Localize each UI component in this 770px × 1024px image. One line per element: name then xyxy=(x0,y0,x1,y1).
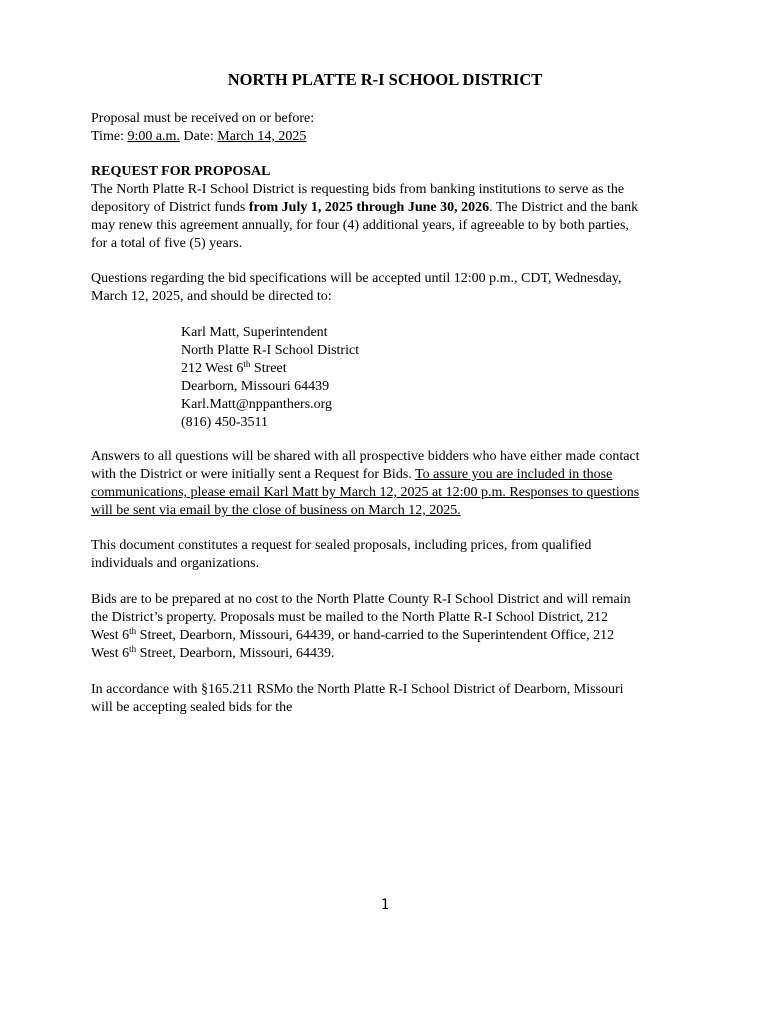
page-number: 1 xyxy=(380,897,390,913)
bids-line-4-post: Street, Dearborn, Missouri, 64439. xyxy=(136,646,335,661)
contact-email[interactable]: Karl.Matt@nppanthers.org xyxy=(181,397,333,412)
contact-name: Karl Matt, Superintendent xyxy=(181,325,328,340)
accordance-section xyxy=(91,681,691,717)
sealed-section xyxy=(91,537,691,573)
bids-line-4-pre: West 6 xyxy=(91,646,130,661)
answers-line-2-pre: with the District or were initially sent a Request for Bids. xyxy=(91,467,416,482)
bids-line-4 xyxy=(91,645,691,663)
answers-line-1: Answers to all questions will be shared with all prospective bidders who have either made contact xyxy=(91,449,640,464)
answers-line-4: will be sent via email by the close of business on March 12, 2025. xyxy=(91,503,461,518)
contact-phone: (816) 450-3511 xyxy=(181,415,268,430)
sealed-line-2: individuals and organizations. xyxy=(91,556,260,571)
questions-line-2: March 12, 2025, and should be directed to: xyxy=(91,289,332,304)
rfp-line-2 xyxy=(91,199,691,217)
rfp-line-2-post: . The District and the bank xyxy=(489,200,639,215)
accordance-line-1: In accordance with §165.211 RSMo the North Platte R-I School District of Dearborn, Missouri xyxy=(91,682,624,697)
bids-line-2: the District’s property. Proposals must be mailed to the North Platte R-I School District, 212 xyxy=(91,610,609,625)
time-label: Time: xyxy=(91,129,128,144)
bids-section xyxy=(91,591,691,663)
answers-line-2 xyxy=(91,466,691,484)
bids-line-4-sup: th xyxy=(129,644,137,654)
rfp-heading: REQUEST FOR PROPOSAL xyxy=(91,164,271,179)
bids-line-1: Bids are to be prepared at no cost to the North Platte County R-I School District and will remain xyxy=(91,592,631,607)
bids-line-3-pre: West 6 xyxy=(91,628,130,643)
questions-line-1: Questions regarding the bid specifications will be accepted until 12:00 p.m., CDT, Wednesday, xyxy=(91,271,622,286)
contact-city: Dearborn, Missouri 64439 xyxy=(181,379,330,394)
answers-line-3: communications, please email Karl Matt by March 12, 2025 at 12:00 p.m. Responses to questions xyxy=(91,485,640,500)
bids-line-3-post: Street, Dearborn, Missouri, 64439, or hand-carried to the Superintendent Office, 212 xyxy=(136,628,615,643)
contact-org: North Platte R-I School District xyxy=(181,343,360,358)
bids-line-3 xyxy=(91,627,691,645)
contact-street xyxy=(181,360,770,378)
contact-street-sup: th xyxy=(243,359,251,369)
answers-section xyxy=(91,448,691,520)
rfp-line-4: for a total of five (5) years. xyxy=(91,236,243,251)
deadline-intro: Proposal must be received on or before: xyxy=(91,111,315,126)
rfp-line-2-pre: depository of District funds xyxy=(91,200,249,215)
time-value: 9:00 a.m. xyxy=(127,129,180,144)
accordance-line-2: will be accepting sealed bids for the xyxy=(91,700,293,715)
rfp-line-1: The North Platte R-I School District is requesting bids from banking institutions to serve as the xyxy=(91,182,625,197)
deadline-section xyxy=(91,110,691,146)
answers-line-2-underlined: To assure you are included in those xyxy=(415,467,613,482)
deadline-line xyxy=(91,128,691,146)
rfp-section xyxy=(91,163,691,253)
bids-line-3-sup: th xyxy=(129,626,137,636)
rfp-period: from July 1, 2025 through June 30, 2026 xyxy=(248,200,490,215)
rfp-line-3: may renew this agreement annually, for four (4) additional years, if agreeable to by both parties, xyxy=(91,218,629,233)
date-value: March 14, 2025 xyxy=(217,129,307,144)
document-title: NORTH PLATTE R-I SCHOOL DISTRICT xyxy=(227,70,543,89)
contact-block xyxy=(181,324,770,432)
contact-street-post: Street xyxy=(250,361,287,376)
questions-section xyxy=(91,270,691,306)
date-label: Date: xyxy=(179,129,218,144)
sealed-line-1: This document constitutes a request for sealed proposals, including prices, from qualified xyxy=(91,538,592,553)
contact-street-pre: 212 West 6 xyxy=(181,361,244,376)
